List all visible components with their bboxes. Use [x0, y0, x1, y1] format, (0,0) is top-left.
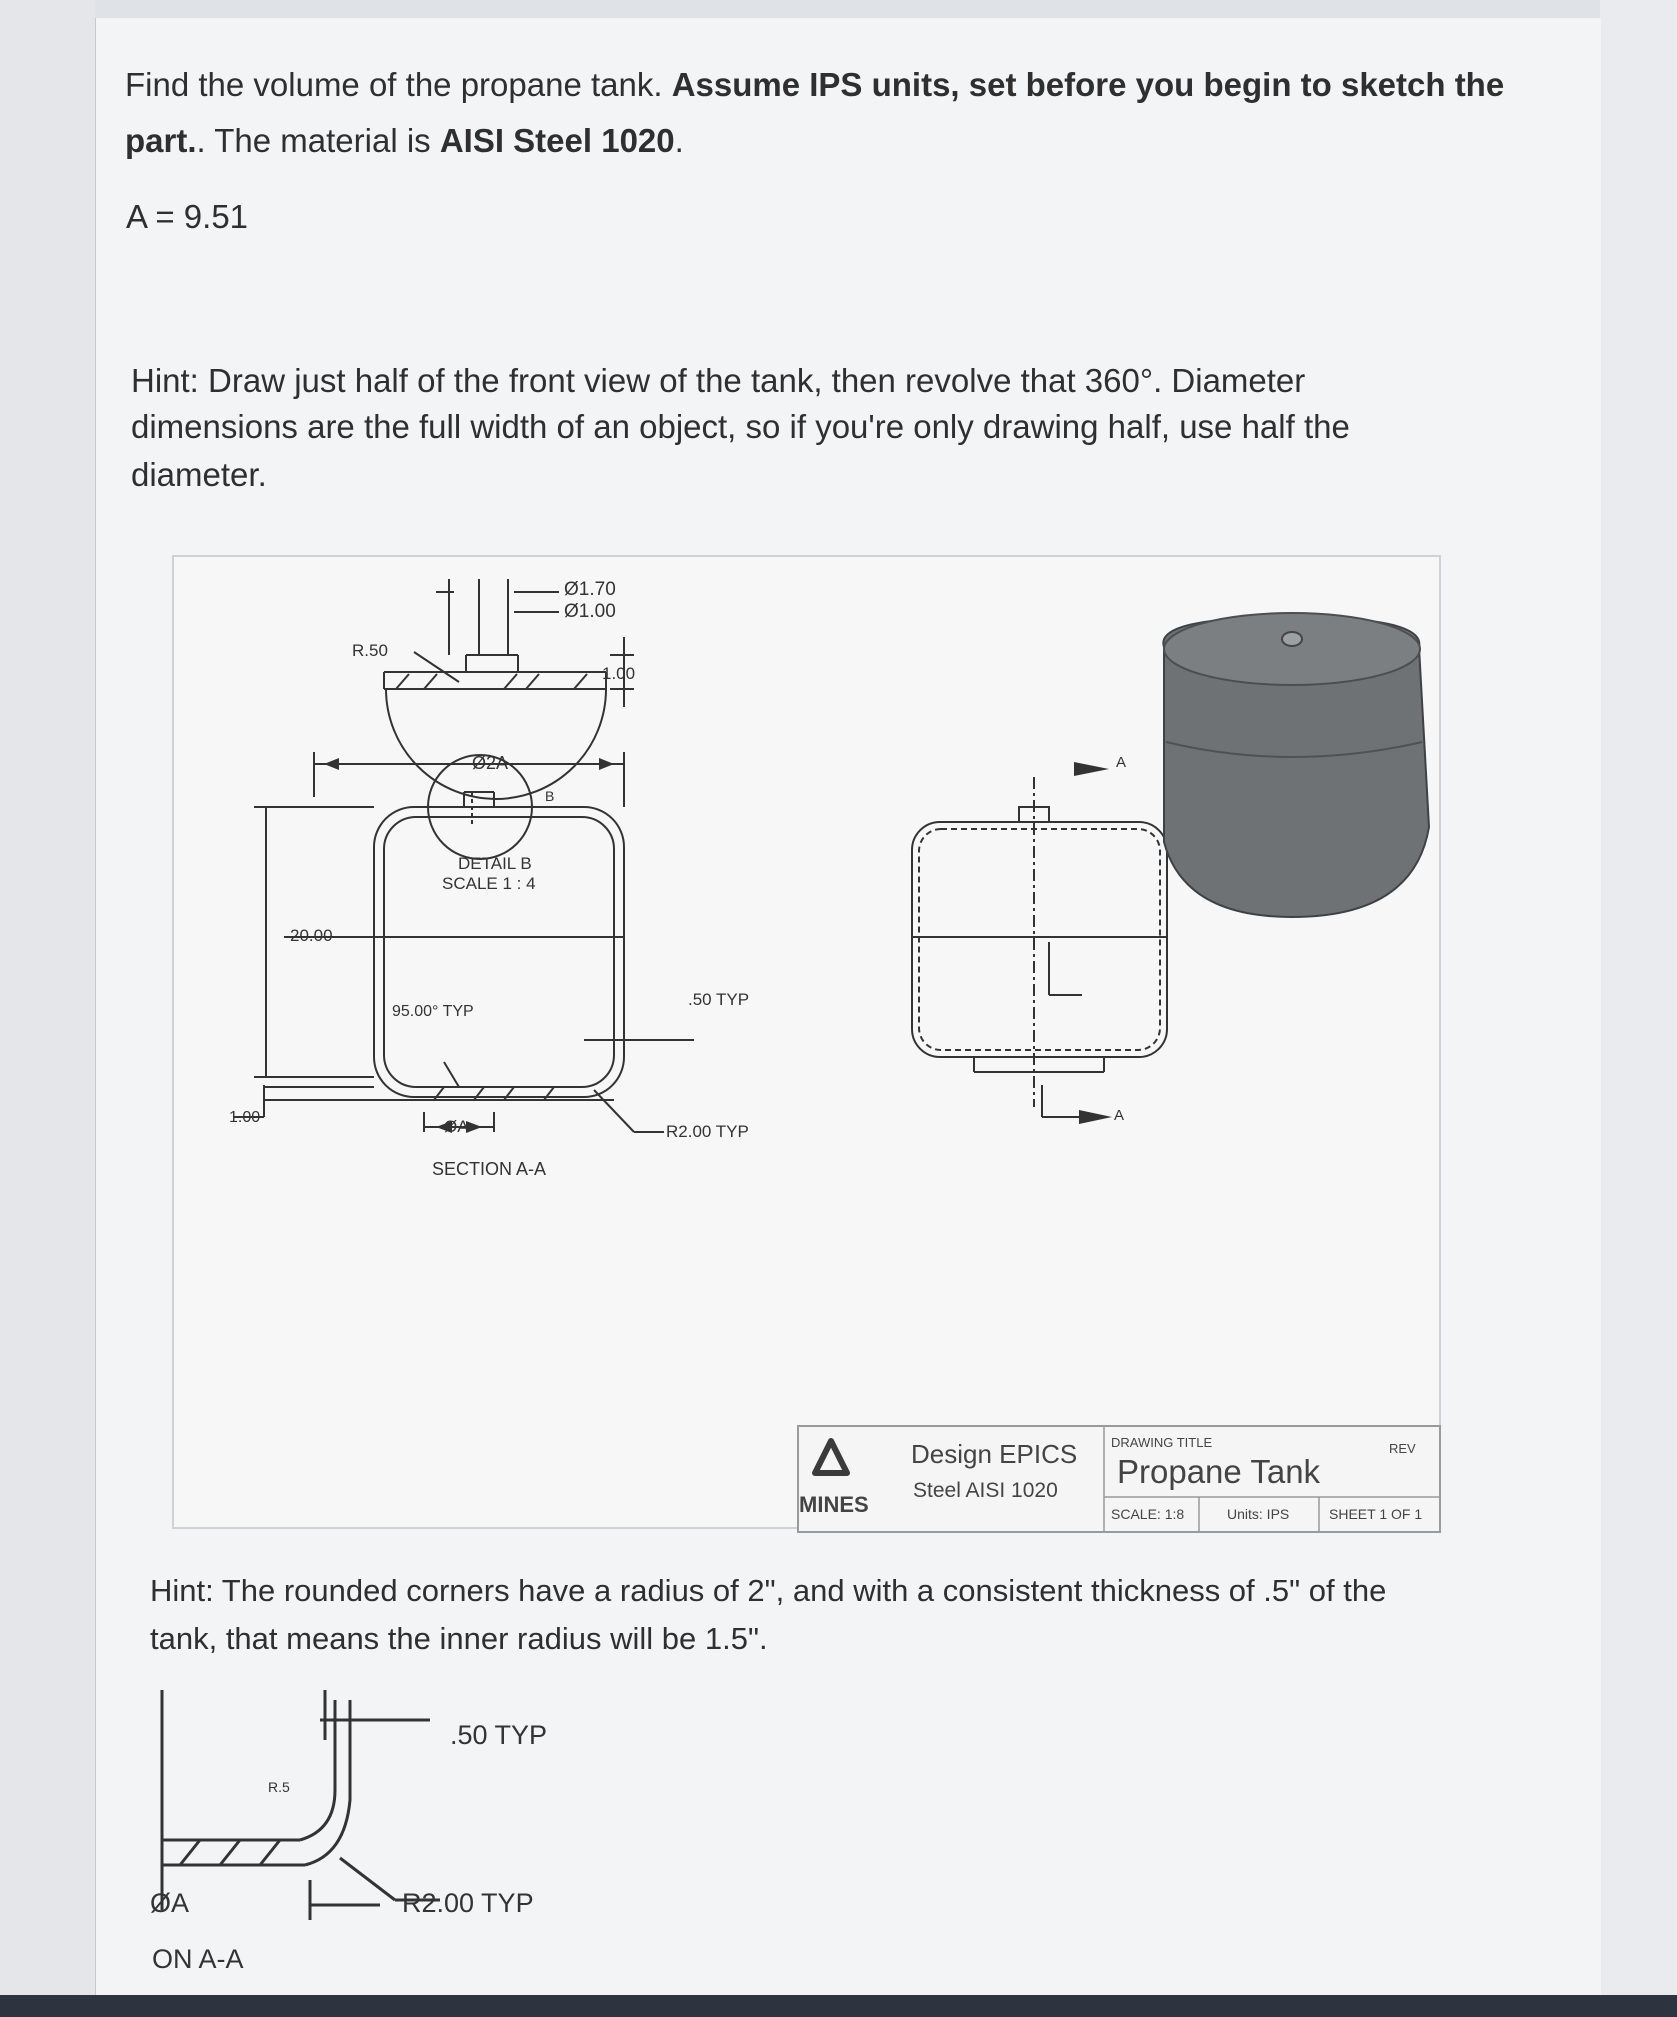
question-line-1	[125, 62, 1504, 108]
corner-detail-crop	[140, 1680, 620, 1980]
hint1-line-1: Hint: Draw just half of the front view of the tank, then revolve that 360°. Diameter	[131, 362, 1306, 399]
section-detail-marker: B	[545, 788, 555, 804]
right-margin	[1600, 0, 1677, 2017]
sheet-label: SHEET 1 OF 1	[1329, 1506, 1423, 1522]
section-mark-bottom: A	[1114, 1107, 1125, 1124]
crop-section-label: ON A-A	[152, 1944, 244, 1974]
radius-leader	[414, 652, 459, 682]
question-line-2	[125, 118, 684, 164]
front-inner	[919, 829, 1160, 1050]
section-height: 20.00	[290, 926, 333, 945]
scale-label: SCALE: 1:8	[1111, 1506, 1185, 1522]
crop-small-label: R.5	[268, 1779, 290, 1795]
question-text: Find the volume of the propane tank.	[125, 66, 672, 103]
company-name: Design EPICS	[911, 1439, 1078, 1469]
section-angle: 95.00° TYP	[392, 1003, 474, 1020]
arrow-a-bottom	[1079, 1110, 1112, 1124]
detail-b-dia-inner: Ø1.00	[564, 601, 616, 622]
detail-b-radius: R.50	[352, 641, 388, 660]
front-view	[912, 777, 1167, 1117]
section-dia-bottom: ØA	[444, 1117, 469, 1136]
section-mark-top: A	[1116, 754, 1127, 771]
material-label: Steel AISI 1020	[913, 1479, 1058, 1502]
given-value: A = 9.51	[126, 198, 249, 235]
hint2-line-1: Hint: The rounded corners have a radius of 2", and with a consistent thickness of .5" of the	[150, 1573, 1387, 1608]
detail-b-title: DETAIL B	[458, 854, 532, 873]
crop-inner-wall	[305, 1700, 350, 1865]
question-bold-part: part.	[125, 122, 197, 159]
detail-b-scale: SCALE 1 : 4	[442, 874, 536, 893]
bottom-band	[0, 1995, 1677, 2017]
question-period: .	[674, 122, 684, 159]
section-radius: R2.00 TYP	[666, 1122, 749, 1141]
tank-3d-render	[1163, 613, 1429, 917]
detail-b-height: 1.00	[602, 664, 636, 683]
tank-outer	[374, 807, 624, 1097]
front-outer	[912, 822, 1167, 1057]
engineering-drawing	[172, 555, 1441, 1529]
top-band	[0, 0, 1677, 18]
detail-b-arc	[386, 689, 606, 799]
rev-label: REV	[1389, 1441, 1416, 1456]
left-margin	[0, 0, 95, 2017]
section-title: SECTION A-A	[432, 1159, 547, 1179]
units-label: Units: IPS	[1227, 1506, 1290, 1522]
section-thickness: .50 TYP	[688, 990, 750, 1009]
mines-logo-icon	[811, 1437, 851, 1481]
drawing-title: Propane Tank	[1117, 1453, 1321, 1490]
crop-thickness: .50 TYP	[450, 1720, 548, 1750]
question-bold-text: Assume IPS units, set before you begin to sketch the	[671, 66, 1505, 103]
arrow-a-top	[1074, 762, 1109, 776]
hint2-line-2: tank, that means the inner radius will be 1.5".	[150, 1621, 768, 1656]
section-dia-top: Ø2A	[472, 753, 509, 773]
hint1-line-2: dimensions are the full width of an object, so if you're only drawing half, use half the	[131, 408, 1350, 445]
mines-logo-text: MINES	[799, 1492, 869, 1517]
crop-radius: R2.00 TYP	[402, 1888, 534, 1918]
drawing-title-label: DRAWING TITLE	[1111, 1435, 1213, 1450]
section-bottom-offset: 1.00	[229, 1109, 261, 1126]
material-name: AISI Steel 1020	[439, 122, 675, 159]
crop-dia: ØA	[150, 1888, 190, 1918]
drawing-canvas	[174, 557, 1439, 1527]
detail-b-dia-outer: Ø1.70	[564, 579, 616, 600]
title-block	[797, 1425, 1441, 1533]
hint1-line-3: diameter.	[131, 456, 267, 493]
question-text-material: . The material is	[196, 122, 440, 159]
